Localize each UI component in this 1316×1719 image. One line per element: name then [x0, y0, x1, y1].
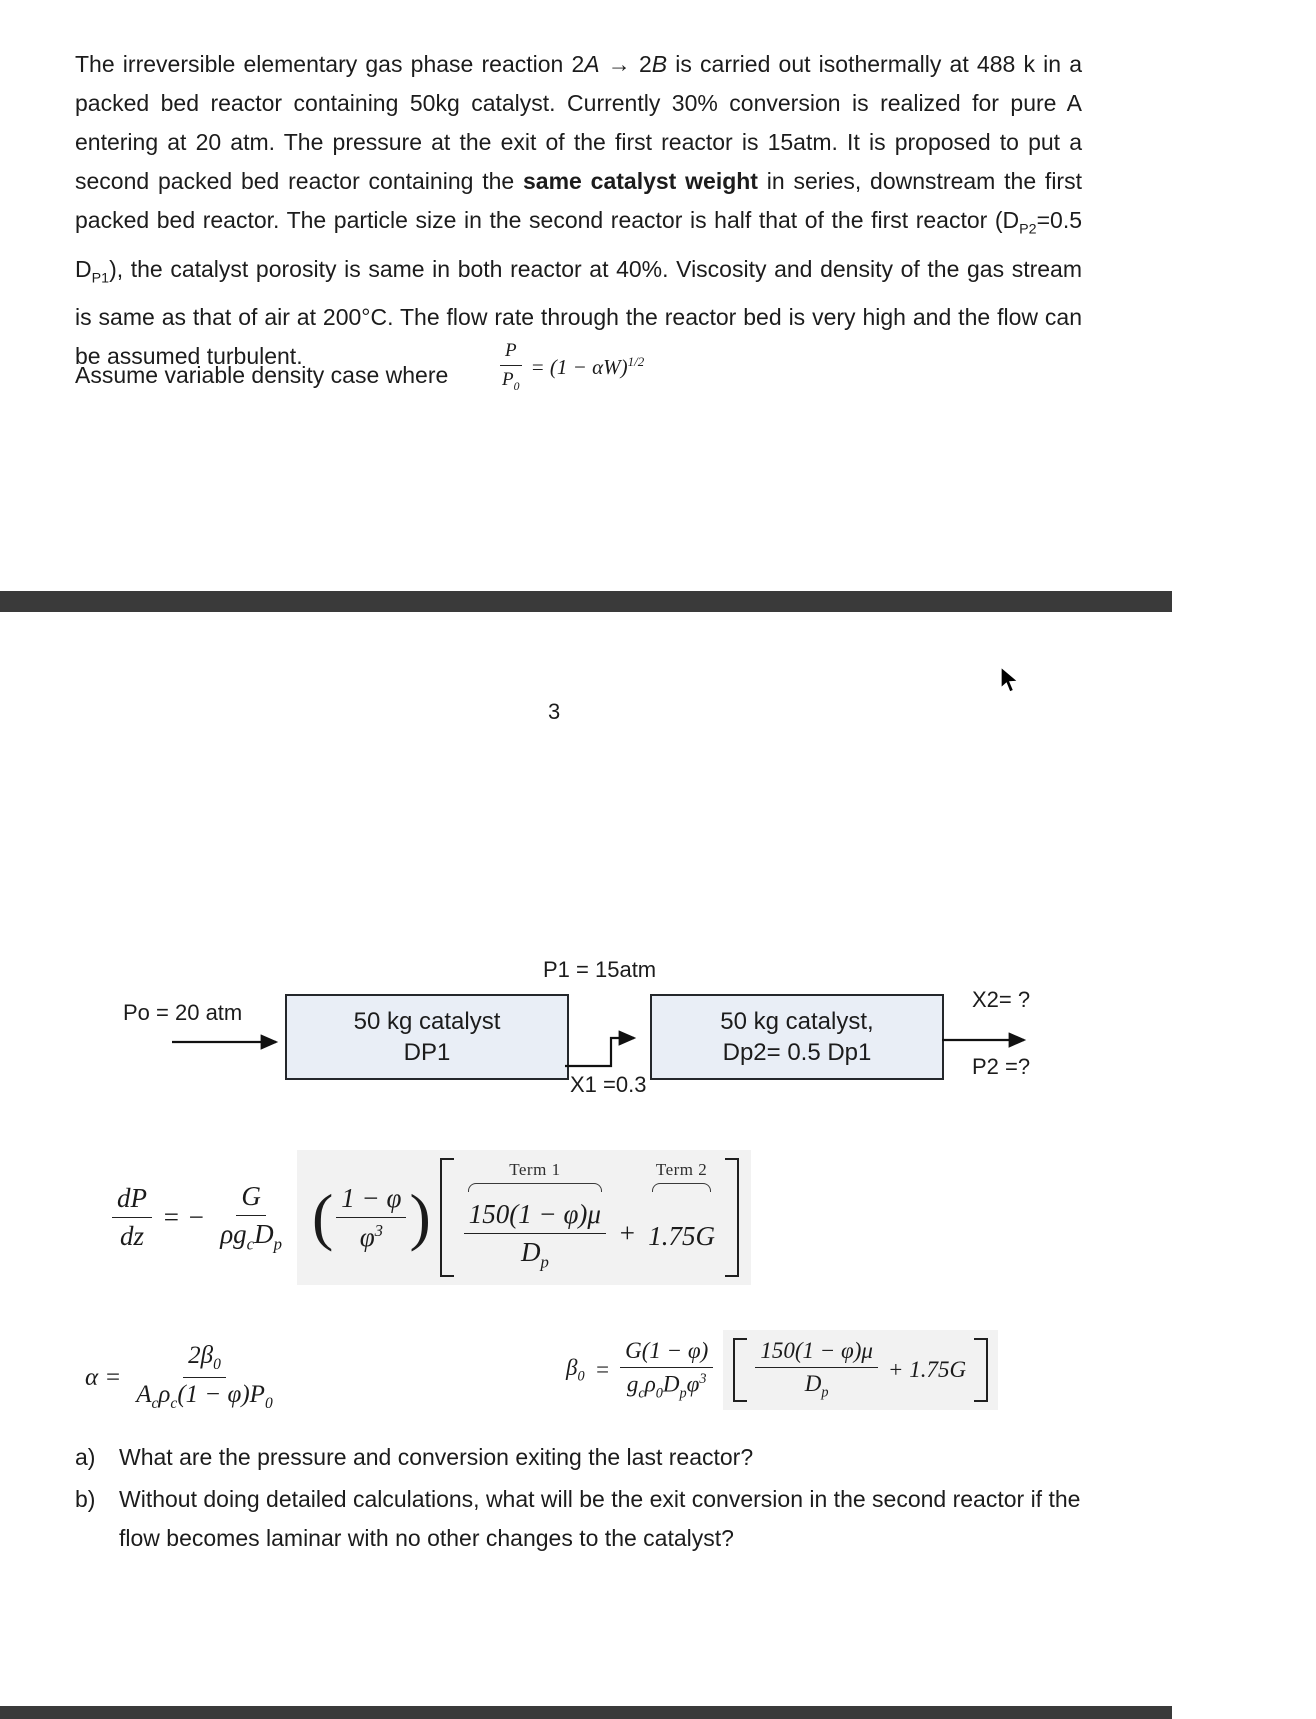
pressure-ratio-rhs-text: = (1 − αW): [530, 354, 628, 379]
beta-bracket-content: [747, 1338, 974, 1402]
pressure-ratio-den-sub: 0: [513, 379, 520, 393]
question-b-text: Without doing detailed calculations, what will be the exit conversion in the second reactor if the flow becomes laminar with no other changes to the catalyst?: [119, 1486, 1081, 1551]
term1-label: Term 1: [509, 1160, 561, 1179]
ergun-g-den-sub-p: p: [273, 1234, 282, 1254]
porosity-den-cube: 3: [374, 1220, 384, 1240]
beta-equation: [566, 1330, 998, 1410]
beta-term1-den-sub: p: [821, 1384, 829, 1401]
left-bracket: [440, 1158, 454, 1277]
beta-den-d-sub: p: [679, 1384, 687, 1401]
questions-list: [75, 1438, 1089, 1561]
beta-den-phi: φ: [686, 1371, 700, 1397]
alpha-equation: [75, 1342, 278, 1413]
beta-term1-den: [800, 1368, 834, 1402]
ergun-g-num: G: [236, 1181, 266, 1216]
close-paren: ): [409, 1181, 431, 1253]
intro-text-6: ), the catalyst porosity is same in both reactor at 40%. Viscosity and density of the gas stream is same as that of air at 200°C. The flow rate through the reactor bed is very high and the flow can be assumed turbulent.: [75, 255, 1082, 370]
ergun-g-fraction: [215, 1181, 287, 1254]
alpha-num-sub-0: 0: [213, 1356, 221, 1373]
beta-den-d: D: [662, 1371, 680, 1397]
beta-lhs: [566, 1355, 585, 1386]
question-b-label: b): [75, 1486, 96, 1512]
term2-expression: [648, 1197, 715, 1275]
label-p1-pressure: P1 = 15atm: [543, 957, 657, 982]
beta-term2: + 1.75G: [887, 1356, 967, 1382]
term2-value: 1.75G: [648, 1220, 715, 1251]
pressure-ratio-equation: [497, 340, 644, 394]
pressure-ratio-rhs: [531, 354, 645, 380]
alpha-lhs: α =: [85, 1363, 122, 1391]
pressure-ratio-exponent: 1/2: [627, 353, 645, 369]
question-a-label: a): [75, 1444, 96, 1470]
pressure-ratio-fraction: [497, 340, 525, 394]
ergun-g-den-rho-g: ρg: [220, 1218, 247, 1249]
ergun-shaded-region: [297, 1150, 751, 1285]
porosity-num: 1 − φ: [336, 1183, 406, 1218]
term2-overbrace: [652, 1183, 711, 1192]
ergun-lhs-den: dz: [119, 1221, 144, 1251]
reactor-2-line1: 50 kg catalyst,: [720, 1008, 874, 1035]
problem-statement: [75, 45, 1082, 376]
reactor-1-line1: 50 kg catalyst: [353, 1008, 501, 1035]
beta-lhs-sub-0: 0: [577, 1368, 585, 1385]
label-x2-conversion: X2= ?: [972, 987, 1031, 1012]
interstage-arrow: [565, 1038, 634, 1066]
alpha-den-rho-sub: c: [170, 1395, 178, 1412]
beta-den-g: g: [626, 1371, 639, 1397]
alpha-den-a-sub: c: [151, 1395, 159, 1412]
intro-bold-phrase: same catalyst weight: [523, 168, 758, 194]
assumption-label: Assume variable density case where: [75, 362, 449, 388]
intro-text-3: is carried out isothermally at 488 k in a packed bed reactor containing 50kg catalyst. Currently 30% conversion is realized for pure A entering at 20 atm. The pressure at the exit of the first reactor is 15atm. It is proposed to put a second packed bed reactor containing the: [75, 51, 1082, 194]
bracket-content: [454, 1158, 725, 1277]
label-inlet-pressure: Po = 20 atm: [123, 1000, 243, 1025]
reactor-2-line2: Dp2= 0.5 Dp1: [722, 1039, 872, 1066]
beta-num: G(1 − φ): [620, 1338, 713, 1368]
intro-text-1: The irreversible elementary gas phase reaction 2: [75, 51, 585, 77]
reactor-1-line2: DP1: [403, 1039, 451, 1066]
alpha-fraction: [131, 1342, 277, 1413]
term1-num: 150(1 − φ)μ: [464, 1199, 606, 1234]
plus-operator: +: [617, 1218, 637, 1248]
beta-lhs-beta: β: [566, 1354, 578, 1380]
pressure-ratio-num: P: [500, 340, 522, 366]
term1-group: [464, 1160, 606, 1275]
porosity-fraction: [336, 1183, 406, 1253]
question-b: [75, 1480, 1089, 1558]
beta-den-phi-cube: 3: [699, 1370, 707, 1387]
term2-group: [648, 1160, 715, 1275]
alpha-den-p-sub: 0: [264, 1395, 273, 1412]
label-p2-pressure: P2 =?: [972, 1054, 1031, 1079]
term1-den-sub-p: p: [540, 1252, 549, 1272]
beta-term1-num: 150(1 − φ)μ: [755, 1338, 878, 1368]
beta-den: [622, 1368, 712, 1402]
term1-overbrace: [468, 1183, 602, 1192]
alpha-num-2beta: 2β: [188, 1342, 214, 1369]
reaction-species-b: B: [651, 51, 668, 77]
separator-bar-top: [0, 591, 1172, 612]
term1-den-d: D: [520, 1237, 541, 1268]
ergun-g-den-d: D: [254, 1218, 274, 1249]
beta-right-bracket: [974, 1338, 988, 1402]
pressure-ratio-den: [497, 366, 525, 394]
reactor-1-box: [285, 994, 569, 1080]
beta-den-g-sub: c: [638, 1384, 645, 1401]
beta-term1-den-d: D: [804, 1371, 822, 1396]
ergun-equals-minus: = −: [162, 1202, 206, 1232]
ergun-equation: [112, 1150, 751, 1285]
beta-left-bracket: [733, 1338, 747, 1402]
open-paren: (: [311, 1181, 334, 1253]
mouse-cursor-icon: [998, 666, 1024, 696]
beta-equals: =: [594, 1356, 611, 1382]
beta-fraction: [620, 1338, 713, 1402]
porosity-den: [355, 1218, 388, 1253]
alpha-den-a: A: [136, 1381, 152, 1408]
question-a: [75, 1438, 1089, 1477]
intro-text-2: → 2: [599, 51, 652, 77]
intro-sub-dp1: P1: [91, 270, 110, 287]
beta-shaded-region: [723, 1330, 998, 1410]
page-number: 3: [548, 699, 561, 724]
alpha-num: [183, 1342, 226, 1378]
reactor-2-box: [650, 994, 944, 1080]
beta-den-rho: ρ: [644, 1371, 656, 1397]
intro-text-5: =0.5 D: [75, 207, 1082, 282]
alpha-den: [131, 1378, 277, 1413]
ergun-lhs-fraction: [112, 1183, 152, 1252]
alpha-den-rho: ρ: [158, 1381, 171, 1408]
porosity-den-phi: φ: [359, 1221, 375, 1252]
beta-den-rho-sub: 0: [655, 1384, 663, 1401]
question-a-text: What are the pressure and conversion exiting the last reactor?: [119, 1444, 754, 1470]
pressure-ratio-den-base: P: [502, 369, 514, 390]
alpha-den-p: (1 − φ)P: [177, 1381, 265, 1408]
intro-sub-dp2: P2: [1019, 221, 1037, 238]
ergun-g-den-sub-c: c: [246, 1234, 255, 1254]
term1-den: [516, 1234, 554, 1272]
term2-label: Term 2: [655, 1160, 708, 1179]
right-bracket: [725, 1158, 739, 1277]
beta-term1-fraction: [755, 1338, 878, 1402]
term1-expression: [464, 1197, 606, 1275]
ergun-lhs-num: dP: [112, 1183, 152, 1218]
separator-bar-bottom: [0, 1706, 1172, 1719]
ergun-g-den: [215, 1216, 287, 1254]
label-x1-conversion: X1 =0.3: [570, 1072, 647, 1097]
intro-text-4: in series, downstream the first packed bed reactor. The particle size in the second reactor is half that of the first reactor (D: [75, 168, 1082, 233]
reaction-species-a: A: [584, 51, 600, 77]
